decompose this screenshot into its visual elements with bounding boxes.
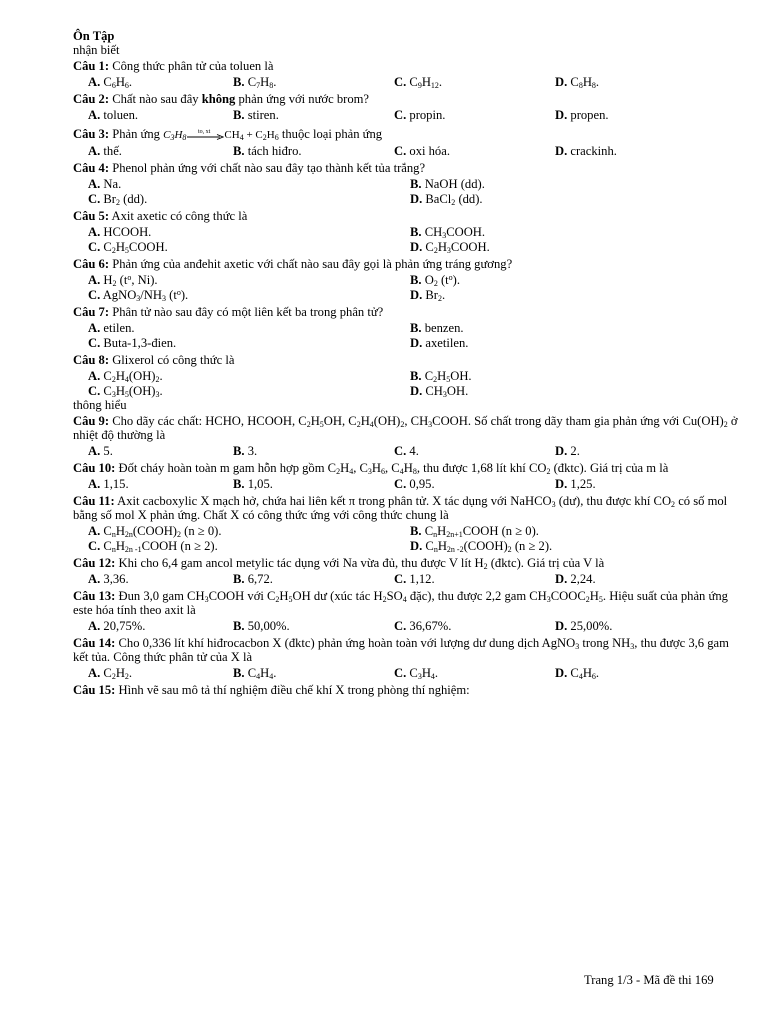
option-letter: D. xyxy=(410,192,423,206)
answer-option-d[interactable] xyxy=(555,108,725,123)
option-letter: A. xyxy=(88,321,101,335)
answer-options xyxy=(73,572,745,587)
answer-options xyxy=(73,75,745,90)
answer-option-a[interactable] xyxy=(88,477,233,492)
answer-option-a[interactable] xyxy=(88,108,233,123)
answer-row xyxy=(73,273,745,288)
answer-option-b[interactable] xyxy=(233,444,394,459)
option-letter: C. xyxy=(394,75,407,89)
option-text: 25,00%. xyxy=(567,619,613,633)
answer-option-a[interactable] xyxy=(88,225,410,240)
option-letter: C. xyxy=(394,572,407,586)
option-letter: A. xyxy=(88,369,101,383)
option-letter: D. xyxy=(555,666,568,680)
option-text: $C_4H_4$. xyxy=(244,666,277,681)
answer-option-d[interactable] xyxy=(410,192,730,207)
option-text: $C_nH_{2n}(COOH)_2$ (n ≥ 0). xyxy=(100,524,222,539)
option-letter: A. xyxy=(88,273,101,287)
answer-option-b[interactable] xyxy=(233,666,394,681)
question-stem xyxy=(73,92,745,106)
option-text: $C_8H_8$. xyxy=(567,75,600,90)
option-letter: D. xyxy=(555,444,568,458)
question-stem xyxy=(73,127,745,142)
answer-option-b[interactable] xyxy=(233,572,394,587)
option-text: 2. xyxy=(567,444,580,458)
option-letter: C. xyxy=(394,444,407,458)
answer-option-c[interactable] xyxy=(394,619,555,634)
question-text: Glixerol có công thức là xyxy=(112,353,235,367)
option-text: benzen. xyxy=(421,321,464,335)
answer-options xyxy=(73,477,745,492)
answer-option-c[interactable] xyxy=(394,666,555,681)
option-text: NaOH (dd). xyxy=(421,177,485,191)
option-text: $C_7H_8$. xyxy=(244,75,277,90)
option-letter: C. xyxy=(394,144,407,158)
option-text: propin. xyxy=(406,108,446,122)
question-label: Câu 9: xyxy=(73,414,110,428)
option-letter: C. xyxy=(88,240,101,254)
question-label: Câu 6: xyxy=(73,257,110,271)
option-letter: B. xyxy=(233,666,245,680)
question-text: thuộc loại phản ứng xyxy=(281,127,383,141)
question-text: Axit axetic có công thức là xyxy=(111,209,248,223)
option-text: 1,12. xyxy=(406,572,435,586)
question-text: phản ứng với nước brom? xyxy=(235,92,370,106)
option-letter: B. xyxy=(233,572,245,586)
option-letter: B. xyxy=(233,144,245,158)
option-text: 1,25. xyxy=(567,477,596,491)
option-letter: B. xyxy=(410,369,422,383)
option-letter: D. xyxy=(555,572,568,586)
question-text: Axit cacboxylic X mạch hở, chứa hai liên kết π trong phân tử. X tác dụng với NaHCO$_3$ (dư), thu được khí $CO_2$ có số mol bằng số mol X phản ứng. Chất X có công thức ứng với công thức chung là xyxy=(73,494,728,522)
answer-option-b[interactable] xyxy=(410,369,730,384)
question-list xyxy=(73,59,745,697)
answer-options xyxy=(73,619,745,634)
question-stem xyxy=(73,494,745,522)
option-letter: A. xyxy=(88,524,101,538)
answer-option-b[interactable] xyxy=(233,108,394,123)
question-text: Khi cho 6,4 gam ancol metylic tác dụng với Na vừa đủ, thu được V lít $H_2$ (đktc). Giá trị của V là xyxy=(118,556,605,571)
option-text: 1,15. xyxy=(100,477,129,491)
answer-option-b[interactable] xyxy=(410,524,730,539)
option-text: $C_nH_{2n -1}COOH$ (n ≥ 2). xyxy=(100,539,218,554)
answer-option-a[interactable] xyxy=(88,75,233,90)
option-letter: D. xyxy=(410,336,423,350)
question-label: Câu 13: xyxy=(73,589,116,603)
option-text: 50,00%. xyxy=(244,619,290,633)
answer-option-d[interactable] xyxy=(555,75,725,90)
option-text: oxi hóa. xyxy=(406,144,450,158)
option-text: $H_2$ ($t^o$, Ni). xyxy=(100,273,158,288)
answer-option-a[interactable] xyxy=(88,177,410,192)
question-label: Câu 10: xyxy=(73,461,116,475)
option-text: HCOOH. xyxy=(100,225,152,239)
answer-option-d[interactable] xyxy=(555,666,725,681)
answer-option-c[interactable] xyxy=(394,108,555,123)
question-stem xyxy=(73,461,745,475)
option-text: $C_2H_2$. xyxy=(100,666,133,681)
option-letter: D. xyxy=(410,539,423,553)
answer-option-c[interactable] xyxy=(88,336,410,351)
option-letter: C. xyxy=(88,336,101,350)
answer-option-b[interactable] xyxy=(233,619,394,634)
option-letter: D. xyxy=(410,240,423,254)
answer-option-d[interactable] xyxy=(555,572,725,587)
question-text: Cho 0,336 lít khí hiđrocacbon X (đktc) phản ứng hoàn toàn với lượng dư dung dịch AgNO$_3$ trong $NH_3$, thu được 3,6 gam kết tủa. Công thức phân tử của X là xyxy=(73,636,729,664)
option-text: $C_nH_{2n -2}(COOH)_2$ (n ≥ 2). xyxy=(422,539,553,554)
option-text: 6,72. xyxy=(244,572,273,586)
question-stem xyxy=(73,683,745,697)
answer-option-a[interactable] xyxy=(88,444,233,459)
answer-option-d[interactable] xyxy=(410,336,730,351)
question-label: Câu 8: xyxy=(73,353,110,367)
option-letter: D. xyxy=(555,108,568,122)
answer-row xyxy=(73,369,745,384)
question-emphasis: không xyxy=(201,92,236,106)
question-stem xyxy=(73,589,745,617)
option-letter: B. xyxy=(233,619,245,633)
option-letter: A. xyxy=(88,108,101,122)
answer-row xyxy=(73,336,745,351)
answer-option-a[interactable] xyxy=(88,524,410,539)
answer-option-c[interactable] xyxy=(394,75,555,90)
answer-option-c[interactable] xyxy=(394,144,555,159)
option-text: $C_2H_5COOH$. xyxy=(100,240,168,255)
answer-option-c[interactable] xyxy=(88,539,410,554)
answer-option-a[interactable] xyxy=(88,666,233,681)
answer-option-c[interactable] xyxy=(394,477,555,492)
answer-option-d[interactable] xyxy=(555,144,725,159)
answer-option-b[interactable] xyxy=(410,321,730,336)
answer-option-d[interactable] xyxy=(410,539,730,554)
option-letter: C. xyxy=(88,539,101,553)
option-letter: C. xyxy=(394,666,407,680)
question-text: Phản ứng của anđehit axetic với chất nào sau đây gọi là phản ứng tráng gương? xyxy=(112,257,513,271)
option-text: propen. xyxy=(567,108,609,122)
option-text: $C_2H_4(OH)_2$. xyxy=(100,369,163,384)
question-label: Câu 12: xyxy=(73,556,116,570)
answer-options xyxy=(73,144,745,159)
answer-option-c[interactable] xyxy=(88,192,410,207)
option-letter: A. xyxy=(88,177,101,191)
option-letter: C. xyxy=(394,619,407,633)
answer-option-a[interactable] xyxy=(88,321,410,336)
answer-option-b[interactable] xyxy=(410,177,730,192)
option-text: 36,67%. xyxy=(406,619,452,633)
option-text: $C_6H_6$. xyxy=(100,75,133,90)
question-text: Phenol phản ứng với chất nào sau đây tạo thành kết tủa trắng? xyxy=(112,161,426,175)
option-letter: D. xyxy=(555,477,568,491)
option-letter: C. xyxy=(88,384,101,398)
option-text: $C_nH_{2n+1}COOH$ (n ≥ 0). xyxy=(421,524,539,539)
question-text: Hình vẽ sau mô tả thí nghiệm điều chế khí X trong phòng thí nghiệm: xyxy=(118,683,470,697)
answer-option-b[interactable] xyxy=(233,75,394,90)
answer-option-a[interactable] xyxy=(88,273,410,288)
option-text: $C_3H_4$. xyxy=(406,666,439,681)
answer-row xyxy=(73,524,745,539)
answer-option-b[interactable] xyxy=(233,477,394,492)
answer-option-a[interactable] xyxy=(88,619,233,634)
question-text: Phân tử nào sau đây có một liên kết ba trong phân tử? xyxy=(112,305,384,319)
question-stem xyxy=(73,636,745,664)
option-letter: A. xyxy=(88,666,101,680)
question-label: Câu 2: xyxy=(73,92,110,106)
option-letter: A. xyxy=(88,225,101,239)
option-letter: D. xyxy=(410,384,423,398)
option-text: $AgNO_3/NH_3$ $(t^o)$. xyxy=(100,288,189,303)
question-label: Câu 7: xyxy=(73,305,110,319)
question-label: Câu 11: xyxy=(73,494,115,508)
option-letter: C. xyxy=(88,288,101,302)
answer-option-d[interactable] xyxy=(555,619,725,634)
option-letter: B. xyxy=(410,321,422,335)
answer-option-d[interactable] xyxy=(555,477,725,492)
option-letter: B. xyxy=(410,225,422,239)
page-title: Ôn Tập xyxy=(73,29,115,43)
question-text: Đun 3,0 gam $CH_3COOH$ với $C_2H_5OH$ dư (xúc tác $H_2SO_4$ đặc), thu được 2,2 gam $CH_3COOC_2H_5$. Hiệu suất của phản ứng este hóa tính theo axit là xyxy=(73,589,728,617)
option-text: $C_2H_5OH$. xyxy=(421,369,472,384)
answer-option-c[interactable] xyxy=(394,444,555,459)
option-text: 1,05. xyxy=(244,477,273,491)
option-letter: D. xyxy=(555,144,568,158)
answer-options xyxy=(73,444,745,459)
answer-options xyxy=(73,666,745,681)
option-text: 5. xyxy=(100,444,113,458)
option-text: etilen. xyxy=(100,321,135,335)
option-text: $O_2$ $(t^o)$. xyxy=(421,273,460,288)
question-text: Cho dãy các chất: HCHO, HCOOH, $C_2H_5OH$, $C_2H_4(OH)_2$, $CH_3COOH$. Số chất trong dãy tham gia phản ứng với $Cu(OH)_2$ ở nhiệt độ thường là xyxy=(73,414,738,442)
answer-option-b[interactable] xyxy=(410,273,730,288)
answer-row xyxy=(73,321,745,336)
answer-row xyxy=(73,192,745,207)
answer-row xyxy=(73,384,745,399)
answer-option-d[interactable] xyxy=(410,384,730,399)
exam-page xyxy=(73,30,745,697)
option-text: $C_4H_6$. xyxy=(567,666,600,681)
question-stem xyxy=(73,556,745,570)
option-letter: A. xyxy=(88,444,101,458)
answer-option-c[interactable] xyxy=(88,384,410,399)
question-stem xyxy=(73,161,745,175)
question-label: Câu 4: xyxy=(73,161,110,175)
option-letter: C. xyxy=(394,108,407,122)
answer-row xyxy=(73,539,745,554)
question-text: Công thức phân tử của toluen là xyxy=(112,59,274,73)
option-text: stiren. xyxy=(244,108,279,122)
option-letter: A. xyxy=(88,619,101,633)
option-text: $Br_2$. xyxy=(422,288,446,303)
answer-option-c[interactable] xyxy=(88,288,410,303)
section-heading-recognition: nhận biết xyxy=(73,43,120,57)
question-stem xyxy=(73,257,745,271)
option-text: $C_9H_{12}$. xyxy=(406,75,443,90)
answer-row xyxy=(73,177,745,192)
option-text: $CH_3COOH$. xyxy=(421,225,486,240)
answer-option-d[interactable] xyxy=(555,444,725,459)
section-heading-comprehension: thông hiểu xyxy=(73,398,127,412)
question-stem xyxy=(73,209,745,223)
option-letter: D. xyxy=(555,619,568,633)
option-letter: B. xyxy=(233,444,245,458)
answer-option-d[interactable] xyxy=(410,240,730,255)
svg-text:to, xt: to, xt xyxy=(198,129,211,136)
option-text: 3,36. xyxy=(100,572,129,586)
question-label: Câu 5: xyxy=(73,209,110,223)
question-label: Câu 1: xyxy=(73,59,110,73)
option-text: 0,95. xyxy=(406,477,435,491)
option-letter: D. xyxy=(410,288,423,302)
option-text: toluen. xyxy=(100,108,139,122)
option-letter: A. xyxy=(88,75,101,89)
option-letter: B. xyxy=(410,177,422,191)
option-text: BaCl$_2$ (dd). xyxy=(422,192,483,207)
question-text: Chất nào sau đây xyxy=(112,92,202,106)
option-letter: C. xyxy=(394,477,407,491)
question-stem xyxy=(73,353,745,367)
answer-option-c[interactable] xyxy=(394,572,555,587)
option-text: tách hiđro. xyxy=(244,144,302,158)
question-stem xyxy=(73,305,745,319)
option-text: Buta-1,3-đien. xyxy=(100,336,177,350)
answer-option-b[interactable] xyxy=(233,144,394,159)
question-label: Câu 3: xyxy=(73,127,110,141)
answer-option-b[interactable] xyxy=(410,225,730,240)
option-letter: D. xyxy=(555,75,568,89)
answer-row xyxy=(73,225,745,240)
option-text: axetilen. xyxy=(422,336,469,350)
answer-row xyxy=(73,288,745,303)
answer-option-a[interactable] xyxy=(88,369,410,384)
option-text: $Br_2$ (dd). xyxy=(100,192,148,207)
question-stem xyxy=(73,59,745,73)
option-text: thế. xyxy=(100,144,122,158)
question-label: Câu 14: xyxy=(73,636,116,650)
option-text: $C_3H_5(OH)_3$. xyxy=(100,384,163,399)
reaction-arrow xyxy=(186,130,224,140)
question-text: Phản ứng xyxy=(112,127,160,141)
answer-option-c[interactable] xyxy=(88,240,410,255)
option-text: 4. xyxy=(406,444,419,458)
option-letter: C. xyxy=(88,192,101,206)
option-text: 20,75%. xyxy=(100,619,146,633)
answer-row xyxy=(73,240,745,255)
option-text: 2,24. xyxy=(567,572,596,586)
question-text: Đốt cháy hoàn toàn m gam hỗn hợp gồm $C_2H_4$, $C_3H_6$, $C_4H_8$, thu được 1,68 lít khí $CO_2$ (đktc). Giá trị của m là xyxy=(118,461,669,476)
option-letter: B. xyxy=(233,75,245,89)
option-letter: B. xyxy=(410,524,422,538)
option-letter: B. xyxy=(410,273,422,287)
option-text: $C_2H_3COOH$. xyxy=(422,240,490,255)
option-text: Na. xyxy=(100,177,122,191)
answer-option-a[interactable] xyxy=(88,572,233,587)
answer-option-d[interactable] xyxy=(410,288,730,303)
option-text: $CH_3OH$. xyxy=(422,384,469,399)
answer-options xyxy=(73,108,745,123)
page-footer: Trang 1/3 - Mã đề thi 169 xyxy=(584,973,714,987)
answer-option-a[interactable] xyxy=(88,144,233,159)
reaction-reactant: $C_3H_8$ xyxy=(163,129,187,142)
option-letter: B. xyxy=(233,108,245,122)
option-text: crackinh. xyxy=(567,144,617,158)
option-letter: A. xyxy=(88,572,101,586)
reaction-products: $CH_4 + C_2H_6$ xyxy=(224,129,279,142)
option-letter: A. xyxy=(88,477,101,491)
question-label: Câu 15: xyxy=(73,683,116,697)
option-letter: A. xyxy=(88,144,101,158)
option-text: 3. xyxy=(244,444,258,458)
question-stem xyxy=(73,414,745,442)
option-letter: B. xyxy=(233,477,245,491)
